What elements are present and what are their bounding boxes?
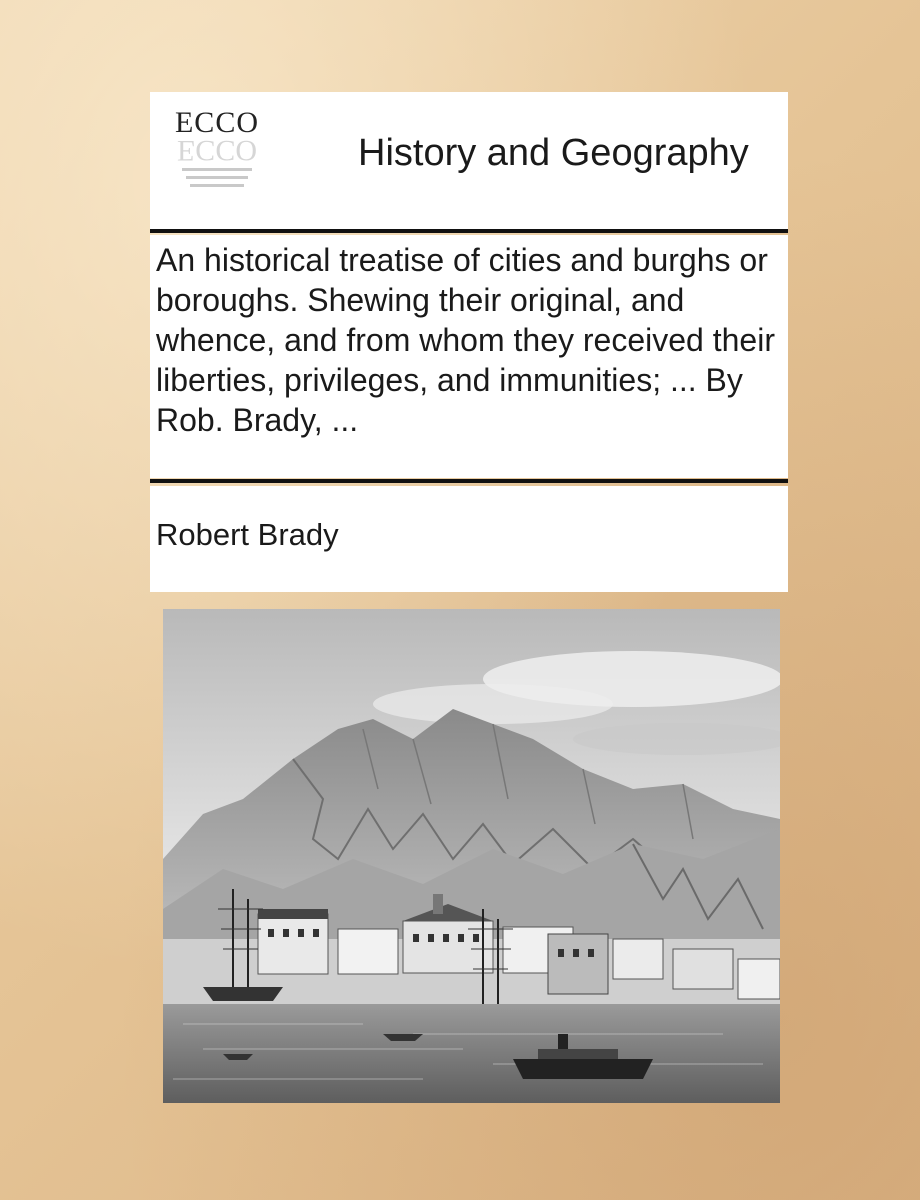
logo-mark: ECCO (174, 106, 259, 139)
author-name: Robert Brady (156, 517, 339, 552)
ecco-logo (168, 108, 266, 212)
logo-fine-print (168, 168, 266, 187)
divider (150, 479, 788, 483)
divider (150, 229, 788, 233)
series-title: History and Geography (358, 132, 749, 174)
harbour-engraving (163, 609, 780, 1103)
logo-reflection: ECCO (176, 134, 257, 167)
book-title: An historical treatise of cities and burghs or boroughs. Shewing their original, and whence, and from whom they received their liberties, privileges, and immunities; ... By Rob. Brady, ... (156, 242, 775, 438)
cover-illustration (163, 609, 780, 1103)
